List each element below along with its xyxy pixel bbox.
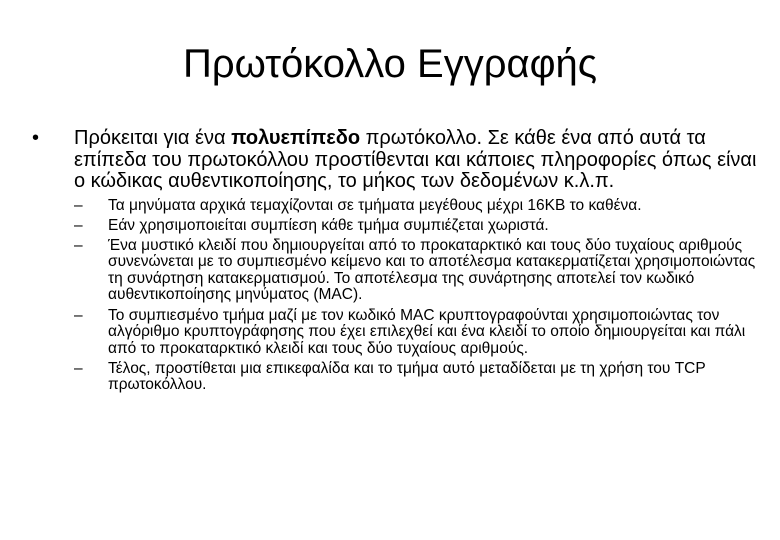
bullet-marker: • [32, 127, 40, 149]
slide-title: Πρωτόκολλο Εγγραφής [182, 42, 598, 86]
dash-marker: – [74, 236, 83, 254]
dash-marker: – [74, 306, 83, 324]
main-bullet-text [74, 127, 756, 192]
sub-bullet-text: Τέλος, προστίθεται μια επικεφαλίδα και το τμήμα αυτό μεταδίδεται με τη χρήση του TCP πρωτοκόλλου. [108, 359, 706, 394]
sub-bullet-item [62, 361, 762, 394]
bullet-list [32, 128, 762, 398]
dash-marker: – [74, 216, 83, 234]
dash-marker: – [74, 359, 83, 377]
bold-term: πολυεπίπεδο [231, 127, 361, 149]
main-bullet-text-start: Πρόκειται για ένα [74, 127, 232, 149]
main-bullet-item [32, 128, 762, 394]
sub-bullet-text: Τα μηνύματα αρχικά τεμαχίζονται σε τμήματα μεγέθους μέχρι 16KB το καθένα. [108, 196, 642, 214]
sub-bullet-text: Το συμπιεσμένο τμήμα μαζί με τον κωδικό MAC κρυπτογραφούνται χρησιμοποιώντας τον αλγόριθμο κρυπτογράφησης που έχει επιλεχθεί και ένα κλειδί το οποίο δημιουργείται και πάλι από το προκαταρκτικό κλειδί και τους δύο τυχαίους αριθμούς. [108, 306, 746, 357]
sub-bullet-text: Εάν χρησιμοποιείται συμπίεση κάθε τμήμα συμπιέζεται χωριστά. [108, 216, 549, 234]
sub-bullet-item [62, 218, 762, 235]
main-bullet-text-end: πρωτόκολλο. Σε κάθε ένα από αυτά τα επίπεδα του πρωτοκόλλου προστίθενται και κάποιες πληροφορίες όπως είναι ο κώδικας αυθεντικοποίησης, το μήκος των δεδομένων κ.λ.π. [74, 127, 757, 192]
sub-bullet-item [62, 308, 762, 358]
dash-marker: – [74, 196, 83, 214]
sub-bullet-text: Ένα μυστικό κλειδί που δημιουργείται από το προκαταρκτικό και τους δύο τυχαίους αριθμούς συνενώνεται με το συμπιεσμένο κείμενο και το αποτέλεσμα κατακερματίζεται χρησιμοποιώντας τη συνάρτηση κατακερματισμού. Το αποτέλεσμα της συνάρτησης αποτελεί τον κωδικό αυθεντικοποίησης μηνύματος (MAC). [108, 236, 756, 304]
sub-bullet-list [62, 198, 762, 395]
sub-bullet-item [62, 198, 762, 215]
sub-bullet-item [62, 238, 762, 304]
